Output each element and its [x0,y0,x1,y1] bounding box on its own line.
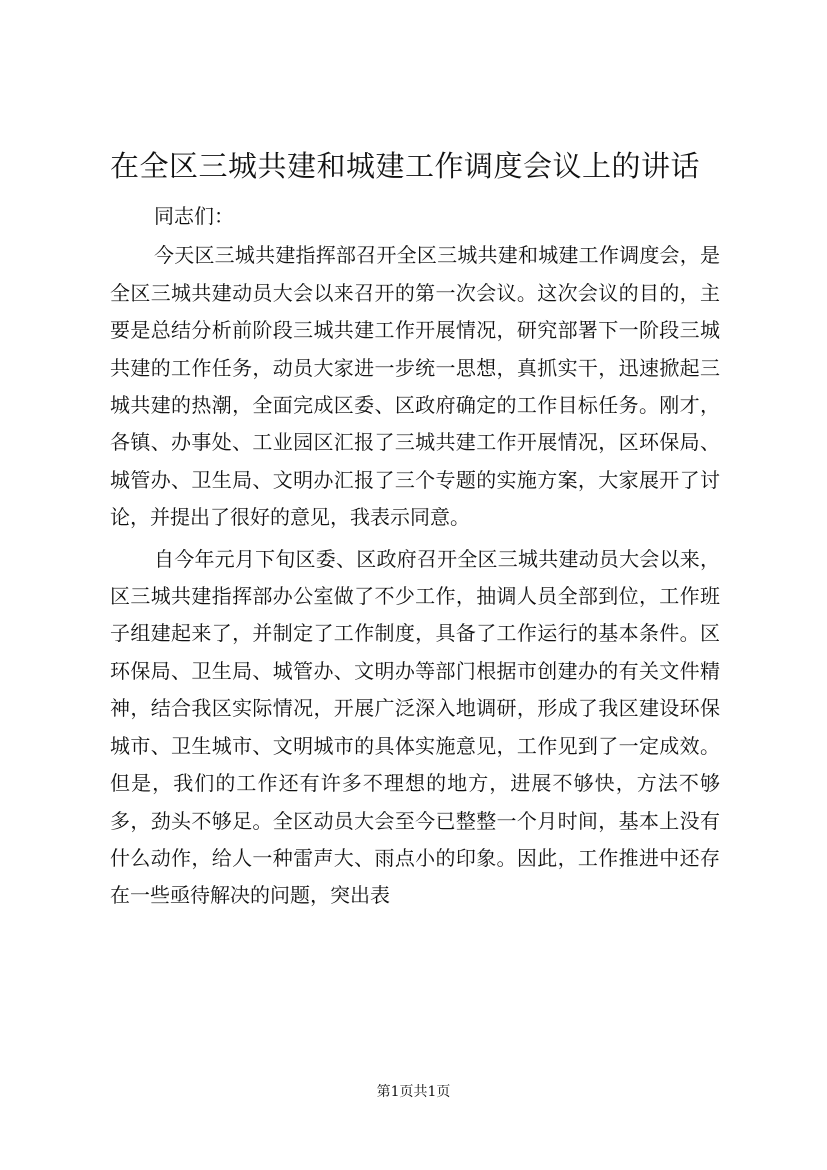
page-total: 共1页 [413,1084,451,1100]
salutation: 同志们： [154,204,234,228]
paragraph-1: 今天区三城共建指挥部召开全区三城共建和城建工作调度会，是全区三城共建动员大会以来召开的第一次会议。这次会议的目的，主要是总结分析前阶段三城共建工作开展情况，研究部署下一阶段三城共建的工作任务，动员大家进一步统一思想，真抓实干，迅速掀起三城共建的热潮，全面完成区委、区政府确定的工作目标任务。刚才，各镇、办事处、工业园区汇报了三城共建工作开展情况，区环保局、城管办、卫生局、文明办汇报了三个专题的实施方案，大家展开了讨论，并提出了很好的意见，我表示同意。 [110,243,720,530]
page-number: 第1页 [376,1084,414,1100]
paragraph-2: 自今年元月下旬区委、区政府召开全区三城共建动员大会以来，区三城共建指挥部办公室做了不少工作，抽调人员全部到位，工作班子组建起来了，并制定了工作制度，具备了工作运行的基本条件。区环保局、卫生局、城管办、文明办等部门根据市创建办的有关文件精神，结合我区实际情况，开展广泛深入地调研，形成了我区建设环保城市、卫生城市、文明城市的具体实施意见，工作见到了一定成效。但是，我们的工作还有许多不理想的地方，进展不够快，方法不够多，劲头不够足。全区动员大会至今已整整一个月时间，基本上没有什么动作，给人一种雷声大、雨点小的印象。因此，工作推进中还存在一些亟待解决的问题，突出表 [110,546,720,908]
document-body [110,198,720,919]
page-footer [0,1082,827,1102]
page-title: 在全区三城共建和城建工作调度会议上的讲话 [110,149,701,183]
